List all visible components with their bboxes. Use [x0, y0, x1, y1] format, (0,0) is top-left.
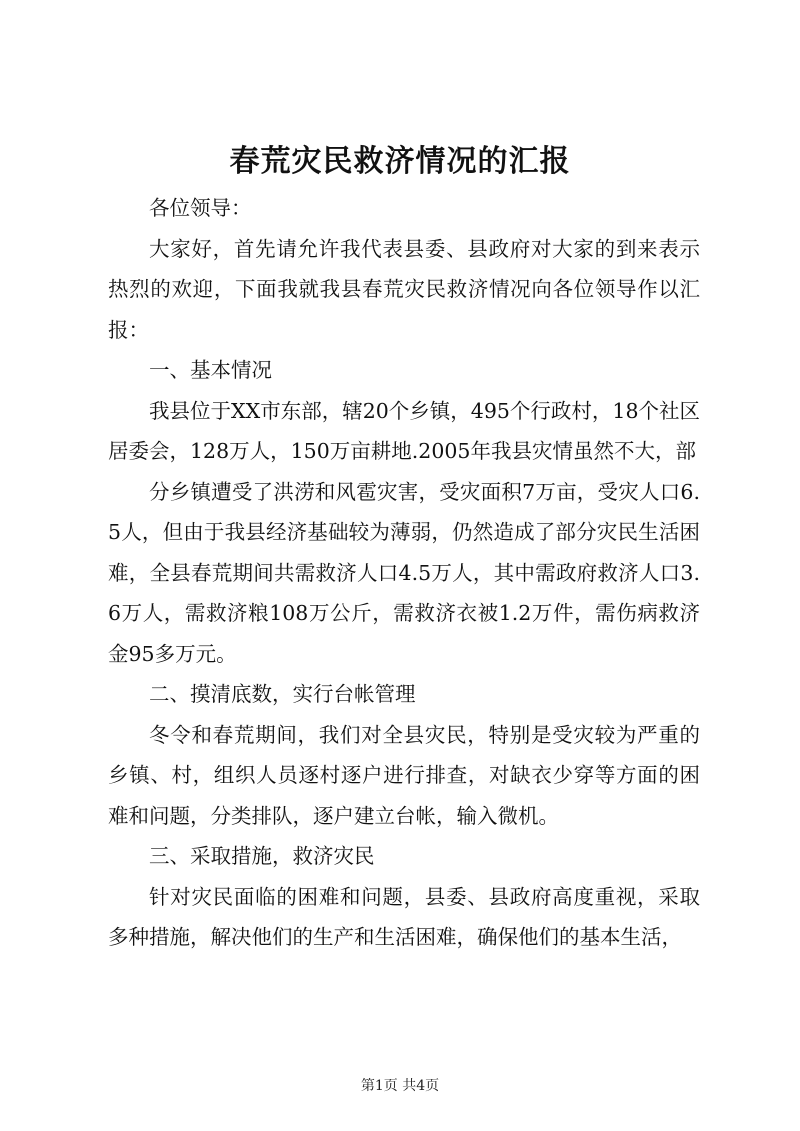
- section-heading-3: 三、采取措施，救济灾民: [149, 844, 375, 868]
- survey-paragraph: 冬令和春荒期间，我们对全县灾民，特别是受灾较为严重的乡镇、村，组织人员逐村逐户进行排查，对缺衣少穿等方面的困难和问题，分类排队，逐户建立台帐，输入微机。: [108, 722, 700, 828]
- section-heading-2: 二、摸清底数，实行台帐管理: [149, 682, 416, 706]
- salutation: 各位领导：: [149, 196, 252, 220]
- opening-paragraph: 大家好，首先请允许我代表县委、县政府对大家的到来表示热烈的欢迎，下面我就我县春荒灾民救济情况向各位领导作以汇报：: [108, 236, 700, 342]
- disaster-details-paragraph: 分乡镇遭受了洪涝和风雹灾害，受灾面积7万亩，受灾人口6.5人，但由于我县经济基础较为薄弱，仍然造成了部分灾民生活困难，全县春荒期间共需救济人口4.5万人，其中需政府救济人口3.6万人，需救济粮108万公斤，需救济衣被1.2万件，需伤病救济金95多万元。: [108, 479, 700, 666]
- page-number-footer: 第1页 共4页: [360, 1078, 440, 1094]
- document-title: 春荒灾民救济情况的汇报: [229, 144, 571, 179]
- section-heading-1: 一、基本情况: [149, 358, 272, 382]
- document-body: [108, 188, 700, 958]
- measures-paragraph: 针对灾民面临的困难和问题，县委、县政府高度重视，采取多种措施，解决他们的生产和生活困难，确保他们的基本生活，: [108, 884, 700, 949]
- basic-info-paragraph: 我县位于XX市东部，辖20个乡镇，495个行政村，18个社区居委会，128万人，150万亩耕地.2005年我县灾情虽然不大，部: [108, 398, 700, 463]
